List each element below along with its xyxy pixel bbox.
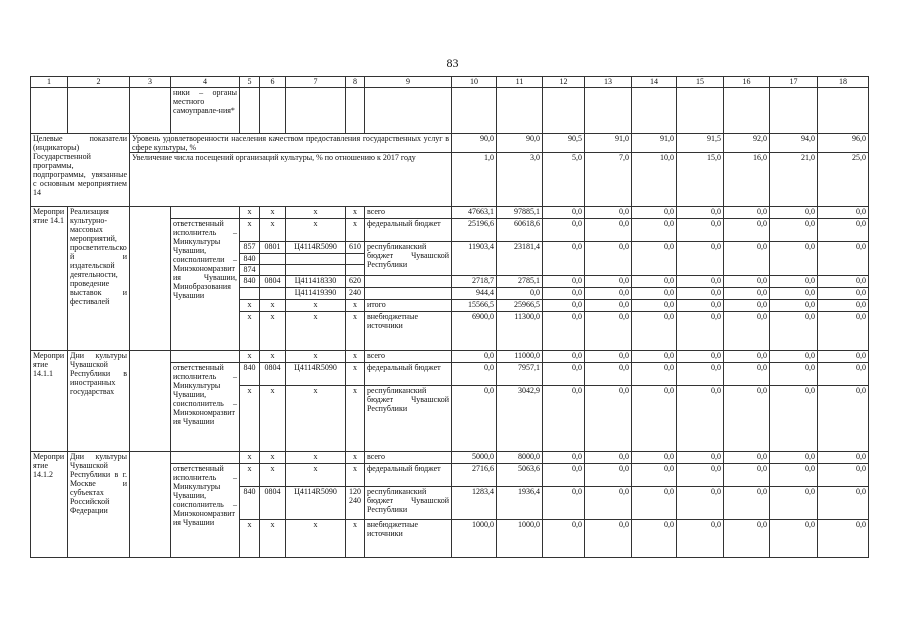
target-text: Увеличение числа посещений организаций культуры, % по отношению к 2017 году — [130, 153, 452, 207]
empty-cell — [31, 88, 68, 134]
code-target-article: x — [286, 520, 346, 558]
code-section — [260, 265, 286, 276]
code-grbs: 840 — [240, 487, 260, 520]
amount-cell: 0,0 — [632, 276, 677, 288]
responsible-executor: ответственный исполнитель – Минкультуры Чувашии, соисполнитель – Минэкономразвития Чувашии — [171, 363, 240, 452]
column-number: 15 — [677, 77, 724, 88]
amount-cell: 0,0 — [818, 312, 869, 351]
amount-cell: 0,0 — [543, 276, 585, 288]
code-target-article — [286, 265, 346, 276]
empty-cell — [365, 88, 452, 134]
amount-cell: 0,0 — [543, 363, 585, 386]
amount-cell: 0,0 — [818, 288, 869, 300]
amount-cell: 2785,1 — [497, 276, 543, 288]
event-label: Мероприятие 14.1.2 — [31, 452, 68, 558]
amount-cell: 25196,6 — [452, 219, 497, 242]
amount-cell: 11903,4 — [452, 242, 497, 276]
amount-cell: 0,0 — [770, 386, 818, 452]
code-grbs — [240, 288, 260, 300]
target-value: 91,0 — [585, 134, 632, 153]
amount-cell: 0,0 — [585, 386, 632, 452]
code-expense-type: x — [346, 452, 365, 464]
amount-cell: 0,0 — [818, 207, 869, 219]
amount-cell: 0,0 — [818, 487, 869, 520]
amount-cell: 0,0 — [818, 363, 869, 386]
amount-cell: 0,0 — [770, 242, 818, 276]
target-value: 16,0 — [724, 153, 770, 207]
amount-cell: 11300,0 — [497, 312, 543, 351]
amount-cell: 0,0 — [724, 363, 770, 386]
amount-cell: 0,0 — [677, 520, 724, 558]
code-expense-type: x — [346, 219, 365, 242]
code-section: x — [260, 300, 286, 312]
code-expense-type — [346, 254, 365, 265]
code-section: x — [260, 219, 286, 242]
amount-cell: 0,0 — [543, 520, 585, 558]
amount-cell: 0,0 — [770, 312, 818, 351]
target-value: 5,0 — [543, 153, 585, 207]
code-target-article: x — [286, 219, 346, 242]
amount-cell: 1000,0 — [497, 520, 543, 558]
column-number: 17 — [770, 77, 818, 88]
amount-cell: 0,0 — [543, 242, 585, 276]
column-number: 11 — [497, 77, 543, 88]
responsible-executor: ответственный исполнитель – Минкультуры Чувашии, соисполнитель – Минэкономразвития Чувашии — [171, 464, 240, 558]
code-section: x — [260, 351, 286, 363]
code-grbs: x — [240, 452, 260, 464]
column-number: 13 — [585, 77, 632, 88]
code-expense-type: x — [346, 520, 365, 558]
amount-cell: 0,0 — [632, 207, 677, 219]
targets-label: Целевые показатели (индикаторы) Государственной программы, подпрограммы, увязанные с основным мероприятием 14 — [31, 134, 130, 207]
amount-cell: 0,0 — [543, 487, 585, 520]
target-value: 90,0 — [452, 134, 497, 153]
event-name: Дни культуры Чувашской Республики в г. Москве и субъектах Российской Федерации — [68, 452, 130, 558]
amount-cell: 47663,1 — [452, 207, 497, 219]
amount-cell: 0,0 — [543, 464, 585, 487]
amount-cell: 0,0 — [818, 464, 869, 487]
amount-cell: 0,0 — [724, 312, 770, 351]
amount-cell: 0,0 — [770, 363, 818, 386]
amount-cell: 0,0 — [632, 219, 677, 242]
funding-source: федеральный бюджет — [365, 363, 452, 386]
code-expense-type: x — [346, 300, 365, 312]
amount-cell: 2718,7 — [452, 276, 497, 288]
amount-cell: 8000,0 — [497, 452, 543, 464]
amount-cell: 11000,0 — [497, 351, 543, 363]
target-value: 92,0 — [724, 134, 770, 153]
funding-source: внебюджетные источники — [365, 520, 452, 558]
code-target-article: x — [286, 464, 346, 487]
code-expense-type: x — [346, 386, 365, 452]
amount-cell: 0,0 — [632, 351, 677, 363]
target-value: 25,0 — [818, 153, 869, 207]
code-target-article: Ц411418330 — [286, 276, 346, 288]
amount-cell: 0,0 — [724, 207, 770, 219]
amount-cell: 0,0 — [724, 487, 770, 520]
column-number: 4 — [171, 77, 240, 88]
amount-cell: 0,0 — [724, 386, 770, 452]
amount-cell: 0,0 — [677, 351, 724, 363]
amount-cell: 0,0 — [724, 276, 770, 288]
amount-cell: 0,0 — [677, 386, 724, 452]
column-number: 2 — [68, 77, 130, 88]
code-grbs: 840 — [240, 363, 260, 386]
code-target-article: x — [286, 386, 346, 452]
amount-cell: 0,0 — [585, 300, 632, 312]
funding-source: итого — [365, 300, 452, 312]
target-row — [31, 134, 869, 153]
amount-cell: 0,0 — [724, 300, 770, 312]
code-section: x — [260, 386, 286, 452]
amount-cell: 0,0 — [585, 312, 632, 351]
continuation-row — [31, 88, 869, 134]
funding-source: федеральный бюджет — [365, 219, 452, 242]
amount-cell: 0,0 — [543, 207, 585, 219]
amount-cell: 0,0 — [770, 276, 818, 288]
amount-cell: 0,0 — [585, 276, 632, 288]
funding-source: всего — [365, 207, 452, 219]
amount-cell: 0,0 — [452, 351, 497, 363]
code-expense-type: 240 — [346, 288, 365, 300]
budget-row — [31, 207, 869, 219]
empty-cell — [260, 88, 286, 134]
event-name: Реализация культурно-массовых мероприятий, просветительской и издательской деятельности, проведение выставок и фестивалей — [68, 207, 130, 351]
amount-cell: 6900,0 — [452, 312, 497, 351]
responsible-executor: ответственный исполнитель – Минкультуры Чувашии, соисполнители – Минэкономразвития Чувашии, Минобразования Чувашии — [171, 219, 240, 351]
amount-cell: 0,0 — [818, 276, 869, 288]
code-expense-type: 610 — [346, 242, 365, 254]
code-grbs: x — [240, 520, 260, 558]
column-number: 12 — [543, 77, 585, 88]
empty-cell — [346, 88, 365, 134]
amount-cell: 0,0 — [452, 386, 497, 452]
amount-cell: 0,0 — [770, 219, 818, 242]
amount-cell: 0,0 — [677, 300, 724, 312]
code-section — [260, 254, 286, 265]
amount-cell: 0,0 — [585, 452, 632, 464]
amount-cell: 0,0 — [632, 242, 677, 276]
code-target-article — [286, 254, 346, 265]
code-section: x — [260, 312, 286, 351]
funding-source — [365, 288, 452, 300]
event-label: Мероприятие 14.1.1 — [31, 351, 68, 452]
code-expense-type: x — [346, 207, 365, 219]
target-value: 3,0 — [497, 153, 543, 207]
code-grbs: x — [240, 351, 260, 363]
code-grbs: x — [240, 386, 260, 452]
target-value: 90,5 — [543, 134, 585, 153]
amount-cell: 23181,4 — [497, 242, 543, 276]
budget-row — [31, 351, 869, 363]
column-number: 18 — [818, 77, 869, 88]
code-target-article: Ц4114R5090 — [286, 363, 346, 386]
empty-cell — [130, 351, 171, 452]
amount-cell: 0,0 — [677, 487, 724, 520]
amount-cell: 7957,1 — [497, 363, 543, 386]
code-section: x — [260, 452, 286, 464]
code-section: 0801 — [260, 242, 286, 254]
empty-cell — [171, 351, 240, 363]
amount-cell: 0,0 — [818, 219, 869, 242]
column-number: 6 — [260, 77, 286, 88]
code-target-article: Ц4114R5090 — [286, 487, 346, 520]
amount-cell: 25966,5 — [497, 300, 543, 312]
amount-cell: 0,0 — [724, 520, 770, 558]
amount-cell: 3042,9 — [497, 386, 543, 452]
code-grbs: 874 — [240, 265, 260, 276]
target-value: 10,0 — [632, 153, 677, 207]
code-section: x — [260, 464, 286, 487]
empty-cell — [543, 88, 585, 134]
empty-cell — [452, 88, 497, 134]
amount-cell: 0,0 — [770, 464, 818, 487]
code-target-article: x — [286, 351, 346, 363]
code-target-article: Ц411419390 — [286, 288, 346, 300]
amount-cell: 0,0 — [818, 242, 869, 276]
target-value: 21,0 — [770, 153, 818, 207]
code-section: 0804 — [260, 487, 286, 520]
amount-cell: 0,0 — [585, 464, 632, 487]
empty-cell — [68, 88, 130, 134]
amount-cell: 0,0 — [770, 288, 818, 300]
amount-cell: 0,0 — [585, 219, 632, 242]
amount-cell: 0,0 — [543, 452, 585, 464]
code-expense-type: 120 240 — [346, 487, 365, 520]
code-grbs: 840 — [240, 276, 260, 288]
empty-cell — [171, 207, 240, 219]
amount-cell: 0,0 — [632, 312, 677, 351]
amount-cell: 0,0 — [632, 386, 677, 452]
amount-cell: 0,0 — [818, 351, 869, 363]
amount-cell: 0,0 — [632, 288, 677, 300]
code-grbs: 840 — [240, 254, 260, 265]
amount-cell: 0,0 — [543, 219, 585, 242]
amount-cell: 0,0 — [677, 363, 724, 386]
amount-cell: 0,0 — [543, 288, 585, 300]
amount-cell: 0,0 — [724, 288, 770, 300]
empty-cell — [677, 88, 724, 134]
code-grbs: x — [240, 207, 260, 219]
code-target-article: x — [286, 300, 346, 312]
amount-cell: 0,0 — [818, 300, 869, 312]
code-section — [260, 288, 286, 300]
amount-cell: 97885,1 — [497, 207, 543, 219]
amount-cell: 0,0 — [632, 452, 677, 464]
code-target-article: x — [286, 207, 346, 219]
amount-cell: 944,4 — [452, 288, 497, 300]
amount-cell: 5000,0 — [452, 452, 497, 464]
amount-cell: 0,0 — [677, 288, 724, 300]
funding-source: внебюджетные источники — [365, 312, 452, 351]
amount-cell: 0,0 — [818, 452, 869, 464]
target-value: 7,0 — [585, 153, 632, 207]
code-grbs: x — [240, 219, 260, 242]
column-number: 16 — [724, 77, 770, 88]
amount-cell: 0,0 — [724, 351, 770, 363]
amount-cell: 0,0 — [818, 520, 869, 558]
amount-cell: 5063,6 — [497, 464, 543, 487]
code-expense-type: x — [346, 351, 365, 363]
column-number: 3 — [130, 77, 171, 88]
amount-cell: 0,0 — [724, 452, 770, 464]
amount-cell: 0,0 — [585, 288, 632, 300]
empty-cell — [724, 88, 770, 134]
empty-cell — [632, 88, 677, 134]
amount-cell: 0,0 — [585, 520, 632, 558]
code-grbs: 857 — [240, 242, 260, 254]
amount-cell: 1283,4 — [452, 487, 497, 520]
empty-cell — [130, 88, 171, 134]
amount-cell: 0,0 — [677, 312, 724, 351]
code-section: 0804 — [260, 276, 286, 288]
amount-cell: 1000,0 — [452, 520, 497, 558]
amount-cell: 0,0 — [585, 207, 632, 219]
target-value: 90,0 — [497, 134, 543, 153]
amount-cell: 0,0 — [677, 207, 724, 219]
code-target-article: x — [286, 312, 346, 351]
responsible-cell: ники – органы местного самоуправле-ния* — [171, 88, 240, 134]
target-row — [31, 153, 869, 207]
amount-cell: 0,0 — [452, 363, 497, 386]
code-grbs: x — [240, 300, 260, 312]
amount-cell: 0,0 — [770, 452, 818, 464]
column-number: 1 — [31, 77, 68, 88]
amount-cell: 0,0 — [677, 276, 724, 288]
column-number: 7 — [286, 77, 346, 88]
funding-source: республиканский бюджет Чувашской Республики — [365, 487, 452, 520]
empty-cell — [497, 88, 543, 134]
code-expense-type — [346, 265, 365, 276]
code-section: 0804 — [260, 363, 286, 386]
amount-cell: 0,0 — [770, 300, 818, 312]
amount-cell: 0,0 — [632, 363, 677, 386]
empty-cell — [130, 452, 171, 558]
column-number: 8 — [346, 77, 365, 88]
funding-source: федеральный бюджет — [365, 464, 452, 487]
code-expense-type: x — [346, 464, 365, 487]
target-value: 15,0 — [677, 153, 724, 207]
code-expense-type: x — [346, 312, 365, 351]
amount-cell: 1936,4 — [497, 487, 543, 520]
code-section: x — [260, 207, 286, 219]
column-number: 10 — [452, 77, 497, 88]
amount-cell: 0,0 — [543, 386, 585, 452]
budget-row — [31, 452, 869, 464]
amount-cell: 0,0 — [585, 242, 632, 276]
page-number: 83 — [446, 56, 459, 70]
amount-cell: 0,0 — [724, 242, 770, 276]
amount-cell: 60618,6 — [497, 219, 543, 242]
amount-cell: 0,0 — [770, 487, 818, 520]
amount-cell: 0,0 — [543, 300, 585, 312]
amount-cell: 0,0 — [543, 312, 585, 351]
target-text: Уровень удовлетворенности населения качеством предоставления государственных услуг в сфере культуры, % — [130, 134, 452, 153]
code-section: x — [260, 520, 286, 558]
funding-source: республиканский бюджет Чувашской Республики — [365, 386, 452, 452]
funding-source: республиканский бюджет Чувашской Республики — [365, 242, 452, 276]
amount-cell: 0,0 — [724, 464, 770, 487]
amount-cell: 0,0 — [770, 351, 818, 363]
amount-cell: 0,0 — [585, 487, 632, 520]
code-expense-type: x — [346, 363, 365, 386]
code-expense-type: 620 — [346, 276, 365, 288]
header-row — [31, 77, 869, 88]
amount-cell: 0,0 — [677, 464, 724, 487]
amount-cell: 0,0 — [632, 464, 677, 487]
empty-cell — [818, 88, 869, 134]
column-number: 9 — [365, 77, 452, 88]
empty-cell — [171, 452, 240, 464]
funding-source — [365, 276, 452, 288]
funding-source: всего — [365, 452, 452, 464]
target-value: 91,5 — [677, 134, 724, 153]
target-value: 96,0 — [818, 134, 869, 153]
amount-cell: 15566,5 — [452, 300, 497, 312]
amount-cell: 2716,6 — [452, 464, 497, 487]
code-grbs: x — [240, 312, 260, 351]
code-target-article: x — [286, 452, 346, 464]
event-name: Дни культуры Чувашской Республики в иностранных государствах — [68, 351, 130, 452]
target-value: 1,0 — [452, 153, 497, 207]
empty-cell — [240, 88, 260, 134]
amount-cell: 0,0 — [770, 207, 818, 219]
funding-source: всего — [365, 351, 452, 363]
target-value: 94,0 — [770, 134, 818, 153]
amount-cell: 0,0 — [770, 520, 818, 558]
empty-cell — [130, 207, 171, 351]
amount-cell: 0,0 — [585, 363, 632, 386]
amount-cell: 0,0 — [724, 219, 770, 242]
program-table — [30, 76, 869, 558]
code-grbs: x — [240, 464, 260, 487]
amount-cell: 0,0 — [677, 242, 724, 276]
amount-cell: 0,0 — [543, 351, 585, 363]
event-label: Мероприятие 14.1 — [31, 207, 68, 351]
empty-cell — [585, 88, 632, 134]
target-value: 91,0 — [632, 134, 677, 153]
empty-cell — [286, 88, 346, 134]
amount-cell: 0,0 — [585, 351, 632, 363]
amount-cell: 0,0 — [677, 452, 724, 464]
empty-cell — [770, 88, 818, 134]
column-number: 14 — [632, 77, 677, 88]
amount-cell: 0,0 — [632, 520, 677, 558]
column-number: 5 — [240, 77, 260, 88]
amount-cell: 0,0 — [497, 288, 543, 300]
code-target-article: Ц4114R5090 — [286, 242, 346, 254]
amount-cell: 0,0 — [632, 487, 677, 520]
amount-cell: 0,0 — [632, 300, 677, 312]
amount-cell: 0,0 — [677, 219, 724, 242]
amount-cell: 0,0 — [818, 386, 869, 452]
